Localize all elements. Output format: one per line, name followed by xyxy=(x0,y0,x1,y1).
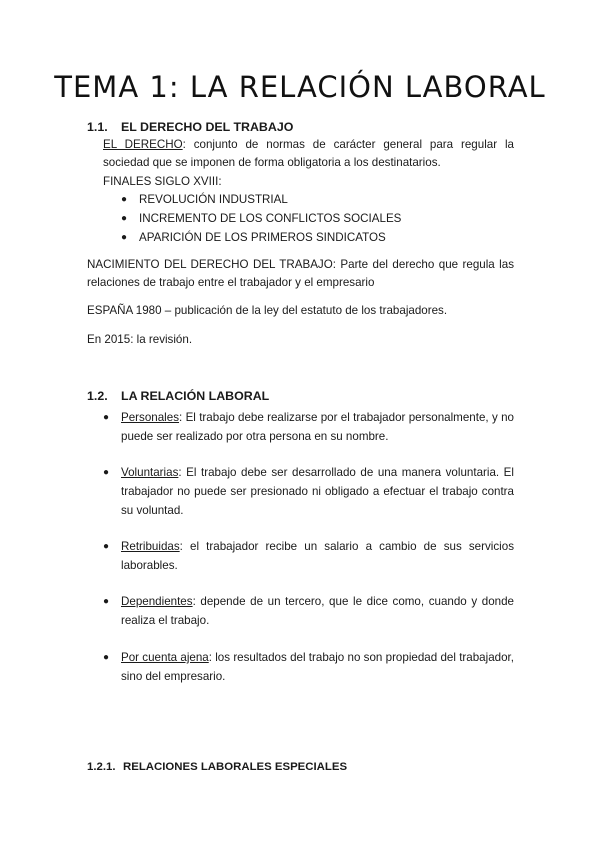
list-item: ● INCREMENTO DE LOS CONFLICTOS SOCIALES xyxy=(118,209,401,228)
item-term: Voluntarias xyxy=(121,466,179,479)
nacimiento-paragraph: NACIMIENTO DEL DERECHO DEL TRABAJO: Parte del derecho que regula las relaciones de trabajo entre el trabajador y el empresario xyxy=(87,258,514,289)
bullet-icon: ● xyxy=(121,213,128,224)
list-item-voluntarias xyxy=(103,463,514,520)
section-number: 1.2. xyxy=(87,389,108,403)
item-text: : El trabajo debe ser desarrollado de una manera voluntaria. El trabajador no puede ser presionado ni obligado a efectuar el trabajo contra su voluntad. xyxy=(121,466,514,517)
section-number: 1.2.1. xyxy=(87,761,116,773)
page-title: TEMA 1: LA RELACIÓN LABORAL xyxy=(54,70,546,104)
section-heading-1-1 xyxy=(87,120,293,134)
section-title: EL DERECHO DEL TRABAJO xyxy=(121,120,294,134)
list-item: ● REVOLUCIÓN INDUSTRIAL xyxy=(118,190,401,209)
bullet-icon: ● xyxy=(103,652,110,663)
finales-label: FINALES SIGLO XVIII: xyxy=(103,175,222,188)
list-item-por-cuenta-ajena xyxy=(103,648,514,686)
item-term: Personales xyxy=(121,411,180,424)
section-title: LA RELACIÓN LABORAL xyxy=(121,389,270,403)
list-item-dependientes xyxy=(103,592,514,630)
list-item: ● APARICIÓN DE LOS PRIMEROS SINDICATOS xyxy=(118,228,401,247)
revision-paragraph: En 2015: la revisión. xyxy=(87,333,193,346)
historical-bullet-list xyxy=(118,190,401,247)
bullet-icon: ● xyxy=(103,596,110,607)
section-number: 1.1. xyxy=(87,120,108,134)
item-term: Por cuenta ajena xyxy=(121,651,209,664)
definition-paragraph xyxy=(103,136,514,172)
item-term: Retribuidas xyxy=(121,540,180,553)
list-item-retribuidas xyxy=(103,537,514,575)
bullet-icon: ● xyxy=(121,232,128,243)
bullet-icon: ● xyxy=(103,467,110,478)
definition-text: : conjunto de normas de carácter general para regular la sociedad que se imponen de forma obligatoria a los destinatarios. xyxy=(103,138,514,169)
item-text: : depende de un tercero, que le dice como, cuando y donde realiza el trabajo. xyxy=(121,595,514,627)
list-item-personales xyxy=(103,408,514,446)
bullet-icon: ● xyxy=(103,412,110,423)
item-text: : los resultados del trabajo no son propiedad del trabajador, sino del empresario. xyxy=(121,651,514,683)
section-heading-1-2-1 xyxy=(87,761,347,773)
item-text: : el trabajador recibe un salario a cambio de sus servicios laborables. xyxy=(121,540,514,572)
bullet-icon: ● xyxy=(121,194,128,205)
item-text: : El trabajo debe realizarse por el trabajador personalmente, y no puede ser realizado por otra persona en su nombre. xyxy=(121,411,514,443)
section-title: RELACIONES LABORALES ESPECIALES xyxy=(123,761,348,773)
item-term: Dependientes xyxy=(121,595,193,608)
definition-term: EL DERECHO xyxy=(103,138,183,151)
bullet-icon: ● xyxy=(103,541,110,552)
section-heading-1-2 xyxy=(87,389,269,403)
espana-paragraph: ESPAÑA 1980 – publicación de la ley del estatuto de los trabajadores. xyxy=(87,304,448,317)
